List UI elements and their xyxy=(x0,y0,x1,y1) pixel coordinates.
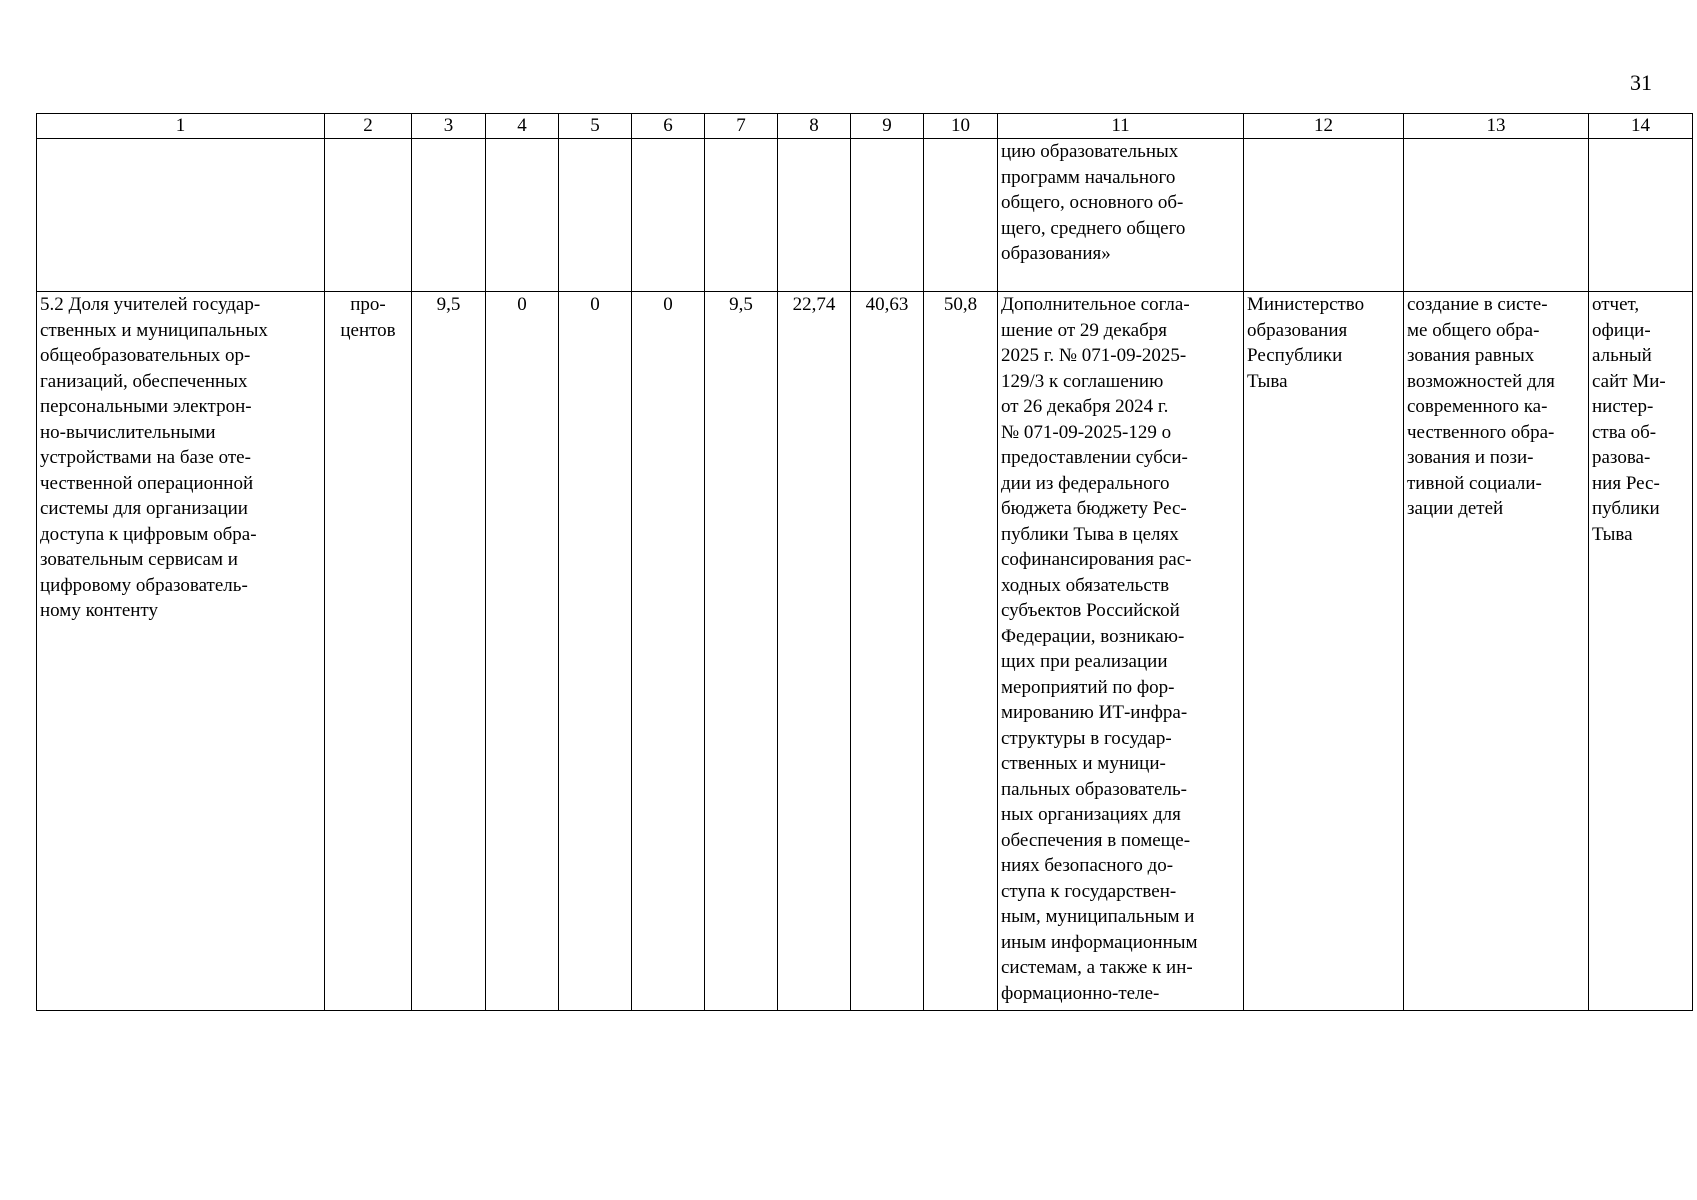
table-cell xyxy=(559,139,632,292)
column-number: 3 xyxy=(412,114,486,139)
table-cell xyxy=(412,139,486,292)
column-number: 1 xyxy=(37,114,325,139)
column-number: 13 xyxy=(1404,114,1589,139)
column-number: 4 xyxy=(486,114,559,139)
agreement-continuation-text: цию образовательных программ начального общего, основного об- щего, среднего общего образования» xyxy=(998,139,1244,292)
responsible-body: Министерство образования Республики Тыва xyxy=(1244,292,1404,1011)
value-col-10: 50,8 xyxy=(924,292,998,1011)
table-cell xyxy=(325,139,412,292)
table-cell xyxy=(1589,139,1693,292)
agreement-text: Дополнительное согла- шение от 29 декабря 2025 г. № 071-09-2025- 129/3 к соглашению от 26 декабря 2024 г. № 071-09-2025-129 о предоставлении субси- дии из федерального бюджета бюджету Рес- публики Тыва в целях софинансирования рас- ходных обязательств субъектов Российской Федерации, возникаю- щих при реализации мероприятий по фор- мированию ИТ-инфра- структуры в государ- ственных и муници- пальных образователь- ных организациях для обеспечения в помеще- ниях безопасного до- ступа к государствен- ным, муниципальным и иным информационным системам, а также к ин- формационно-теле- xyxy=(998,292,1244,1011)
column-number: 7 xyxy=(705,114,778,139)
table-cell xyxy=(1404,139,1589,292)
table-cell xyxy=(37,139,325,292)
column-number: 8 xyxy=(778,114,851,139)
value-col-3: 9,5 xyxy=(412,292,486,1011)
table-cell xyxy=(924,139,998,292)
goal-text: создание в систе- ме общего обра- зования равных возможностей для современного ка- чественного обра- зования и пози- тивной социали- зации детей xyxy=(1404,292,1589,1011)
unit-of-measure: про- центов xyxy=(325,292,412,1011)
table-cell xyxy=(705,139,778,292)
page-number: 31 xyxy=(1630,70,1652,95)
column-number: 6 xyxy=(632,114,705,139)
value-col-8: 22,74 xyxy=(778,292,851,1011)
column-number-row xyxy=(37,114,1693,139)
table-cell xyxy=(851,139,924,292)
column-number: 12 xyxy=(1244,114,1404,139)
column-number: 11 xyxy=(998,114,1244,139)
column-number: 2 xyxy=(325,114,412,139)
table-cell xyxy=(632,139,705,292)
value-col-7: 9,5 xyxy=(705,292,778,1011)
table-cell xyxy=(1244,139,1404,292)
column-number: 5 xyxy=(559,114,632,139)
column-number: 14 xyxy=(1589,114,1693,139)
value-col-5: 0 xyxy=(559,292,632,1011)
data-source: отчет, офици- альный сайт Ми- нистер- ства об- разова- ния Рес- публики Тыва xyxy=(1589,292,1693,1011)
continuation-row xyxy=(37,139,1693,292)
value-col-6: 0 xyxy=(632,292,705,1011)
table-cell xyxy=(486,139,559,292)
indicator-name: 5.2 Доля учителей государ- ственных и муниципальных общеобразовательных ор- ганизаций, обеспеченных персональными электрон- но-вычислительными устройствами на базе оте- чественной операционной системы для организации доступа к цифровым обра- зовательным сервисам и цифровому образователь- ному контенту xyxy=(37,292,325,1011)
value-col-4: 0 xyxy=(486,292,559,1011)
value-col-9: 40,63 xyxy=(851,292,924,1011)
column-number: 9 xyxy=(851,114,924,139)
column-number: 10 xyxy=(924,114,998,139)
table-cell xyxy=(778,139,851,292)
indicator-table xyxy=(36,113,1693,1011)
indicator-row-5-2 xyxy=(37,292,1693,1011)
